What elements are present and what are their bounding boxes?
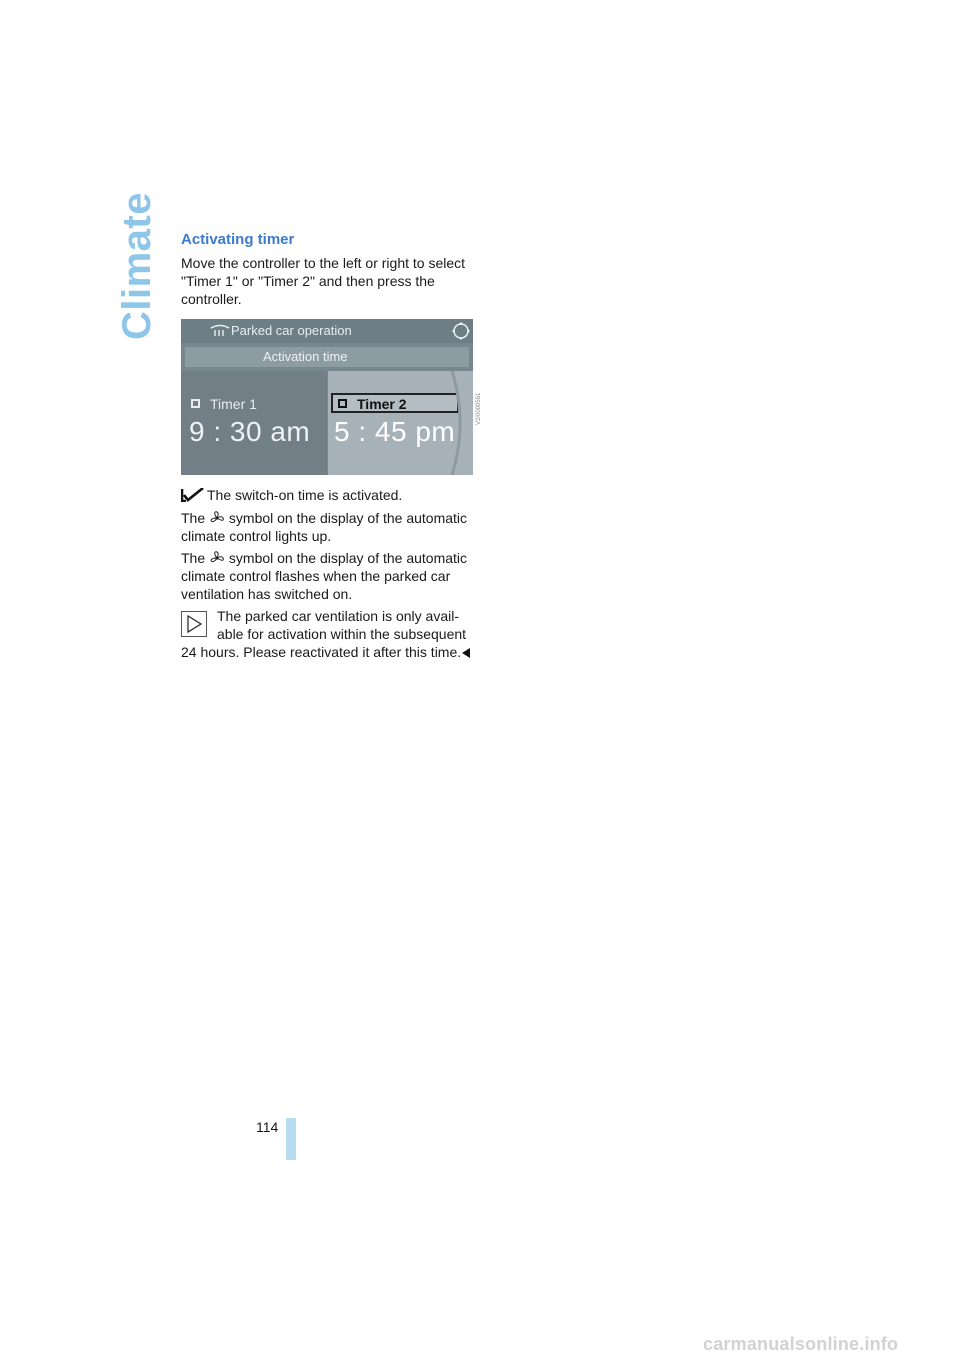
watermark: carmanualsonline.info	[703, 1334, 899, 1354]
timer2-time: 5 : 45 pm	[334, 416, 456, 447]
page-number: 114	[256, 1119, 279, 1135]
page-number-bar	[286, 1118, 296, 1160]
figure-ref-code: V2/0000551	[476, 392, 482, 425]
symbol-paragraph-1: The symbol on the display of the automatic climate control lights up.	[181, 510, 468, 544]
notice-block	[181, 607, 481, 661]
intro-paragraph: Move the controller to the left or right to select "Timer 1" or "Timer 2" and then press the controller.	[181, 255, 466, 307]
timer1-panel[interactable]	[181, 371, 327, 475]
screen-subtitle-bar	[185, 347, 469, 367]
symbol-paragraph-2: The symbol on the display of the automatic climate control flashes when the parked car ventilation has switched on.	[181, 550, 468, 602]
screen-title: Parked car operation	[231, 323, 352, 338]
display-screenshot	[181, 319, 473, 475]
notice-line-2: able for activation within the subsequent	[217, 626, 467, 642]
timer2-panel[interactable]	[328, 371, 473, 475]
timer1-time: 9 : 30 am	[189, 416, 311, 447]
timer2-label: Timer 2	[357, 396, 407, 412]
fan-icon	[209, 551, 225, 565]
notice-triangle-icon	[181, 611, 207, 637]
timer1-label: Timer 1	[210, 396, 257, 412]
section-heading: Activating timer	[181, 231, 295, 248]
checkmark-icon	[181, 488, 205, 502]
checkbox-icon	[191, 399, 200, 408]
screen-title-bar	[181, 319, 473, 343]
check-line: The switch-on time is activated.	[181, 486, 481, 504]
screen-subtitle: Activation time	[263, 349, 348, 364]
fan-icon	[209, 511, 225, 525]
heater-icon	[209, 324, 231, 338]
screen-curve-edge	[446, 371, 473, 475]
controller-icon	[451, 321, 471, 341]
checkbox-icon	[338, 399, 347, 408]
notice-line-1: The parked car ventilation is only avail-	[217, 608, 460, 624]
end-marker-icon	[462, 648, 471, 658]
chapter-title: Climate	[115, 192, 159, 340]
notice-line-3: 24 hours. Please reactivated it after this time.	[181, 644, 462, 660]
